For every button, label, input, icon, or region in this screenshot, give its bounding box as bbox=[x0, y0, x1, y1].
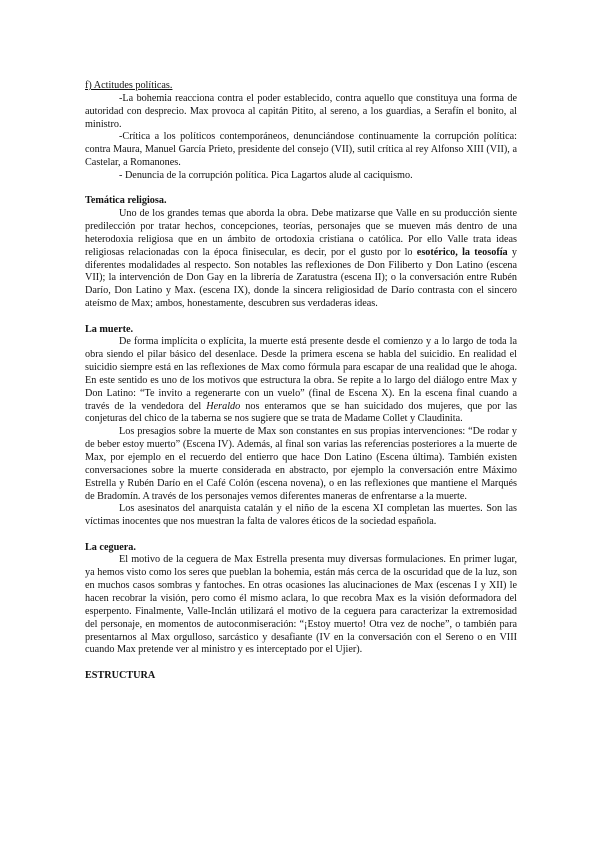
section-heading-muerte: La muerte. bbox=[85, 323, 134, 335]
text-run: Uno de los grandes temas que aborda la obra. Debe matizarse que Valle en su producción siente predilección por tratar hechos, concepciones, teorías, personajes que se mueven más dentro de una heterodoxia religiosa que en un ámbito de ortodoxia cristiana o católica. Por ello Valle trata ideas religiosas relacionadas con la época finisecular, es decir, por el gusto por lo bbox=[85, 208, 517, 258]
document-page bbox=[85, 80, 517, 683]
section-heading-actitudes: f) Actitudes políticas. bbox=[85, 80, 173, 91]
paragraph: -La bohemia reacciona contra el poder establecido, contra aquello que constituya una forma de autoridad con desprecio. Max provoca al capitán Pitito, al sereno, a los guardias, a Serafín el bonito, al ministro. bbox=[85, 92, 517, 130]
paragraph: Los asesinatos del anarquista catalán y el niño de la escena XI completan las muertes. Son las víctimas inocentes que nos muestran la falta de valores éticos de la sociedad española. bbox=[85, 503, 517, 528]
paragraph: -Crítica a los políticos contemporáneos, denunciándose continuamente la corrupción política: contra Maura, Manuel García Prieto, presidente del consejo (VII), sutil crítica al rey Alfonso XIII (VII), a Castelar, a Romanones. bbox=[85, 131, 517, 169]
paragraph: Los presagios sobre la muerte de Max son constantes en sus propias intervenciones: “De rodar y de beber estoy muerto” (Escena IV). Además, al final son varias las referencias posteriores a la muerte de Max, por ejemplo en el recuerdo del entierro que hace Don Latino (Escena última). También existen conversaciones sobre la muerte considerada en abstracto, por ejemplo la conversación entre Máximo Estrella y Rubén Darío en el Café Colón (escena novena), o en las reflexiones que mantiene el Marqués de Bradomín. A través de los personajes vemos diferentes maneras de enfrentarse a la muerte. bbox=[85, 426, 517, 502]
paragraph: El motivo de la ceguera de Max Estrella presenta muy diversas formulaciones. En primer lugar, ya hemos visto como los seres que pueblan la bohemia, están más cerca de la oscuridad que de la luz, son en muchos casos sombras y fantoches. En otras ocasiones las alucinaciones de Max (escenas I y XII) le hacen recobrar la visión, pero como él mismo aclara, lo que recobra Max es la visión deformadora del esperpento. Finalmente, Valle-Inclán utilizará el motivo de la ceguera para caracterizar la extremosidad del personaje, en momentos de autoconmiseración: “¡Estoy muerto! Otra vez de noche”, o también para presentarnos al Max orgulloso, sarcástico y desafiante (IV en la conversación con el Sereno o en VIII cuando Max pretende ver al ministro y es interceptado por el Ujier). bbox=[85, 554, 517, 656]
paragraph bbox=[85, 336, 517, 426]
paragraph: - Denuncia de la corrupción política. Pica Lagartos alude al caciquismo. bbox=[119, 169, 413, 181]
bold-text: esotérico, la teosofía bbox=[416, 246, 508, 258]
text-run: De forma implícita o explícita, la muerte está presente desde el comienzo y a lo largo de toda la obra siendo el pilar básico del desenlace. Desde la primera escena se habla del suicidio. En realidad el suicidio siempre está en las reflexiones de Max como fórmula para escapar de una realidad que le ahoga. En este sentido es uno de los motivos que estructura la obra. Se repite a lo largo del diálogo entre Max y Don Latino: “Te invito a regenerarte con un vuelo” (final de Escena X). En la escena final cuando a través de la vendedora del bbox=[85, 336, 517, 412]
paragraph bbox=[85, 208, 517, 311]
section-heading-estructura: ESTRUCTURA bbox=[85, 669, 156, 681]
italic-text: Heraldo bbox=[206, 400, 241, 412]
section-heading-ceguera: La ceguera. bbox=[85, 541, 136, 553]
text-run: y diferentes modalidades al respecto. Son notables las reflexiones de Don Filiberto y Don Latino (escena VII); la intervención de Don Gay en la librería de Zaratustra (escena II); o la conversación entre Rubén Darío, Don Latino y Max. (escena IX), donde la sincera religiosidad de Darío contrasta con el sincero ateísmo de Max; ambos, honestamente, descubren sus verdaderas ideas. bbox=[85, 246, 517, 310]
text-run: nos enteramos que se han suicidado dos mujeres, que por las conjeturas del chico de la taberna se nos sugiere que se trata de Madame Collet y Claudinita. bbox=[85, 400, 517, 425]
section-heading-religiosa: Temática religiosa. bbox=[85, 195, 167, 207]
